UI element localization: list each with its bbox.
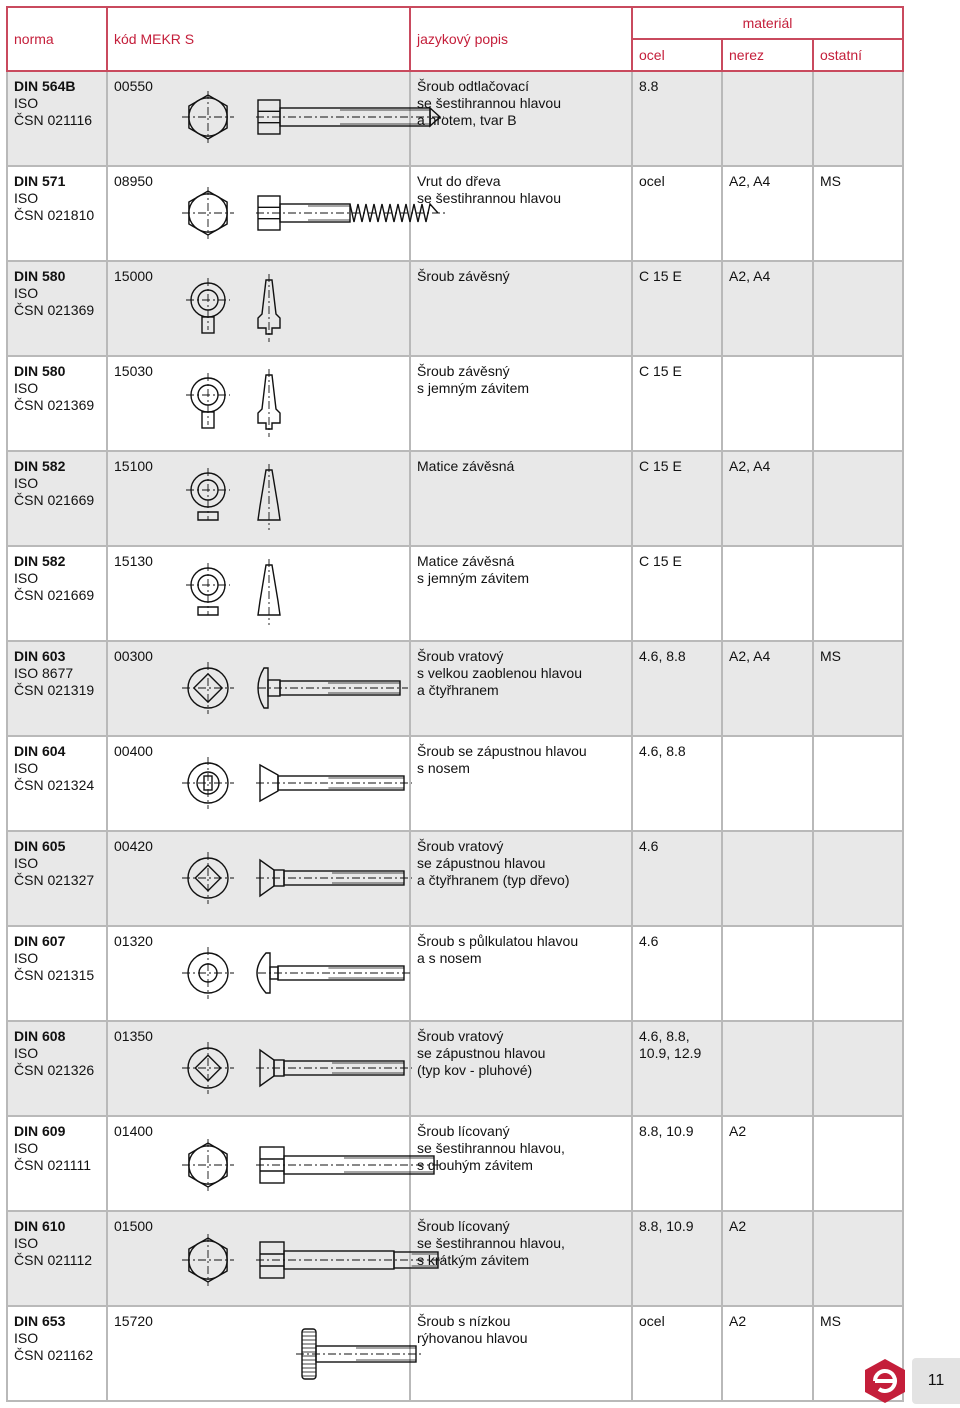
ostatni-cell [813, 1021, 903, 1116]
desc-line: Šroub lícovaný [417, 1218, 510, 1234]
nerez-cell [722, 1021, 813, 1116]
table-row [7, 641, 903, 736]
din-label: DIN 580 [14, 268, 66, 284]
table-row [7, 356, 903, 451]
nerez-cell: A2, A4 [722, 641, 813, 736]
table-row [7, 831, 903, 926]
ostatni-cell [813, 261, 903, 356]
table-row [7, 261, 903, 356]
code-drawing-cell [107, 926, 410, 1021]
header-nerez: nerez [722, 39, 813, 71]
ostatni-cell [813, 1211, 903, 1306]
desc-line: se šestihrannou hlavou [417, 95, 561, 111]
norm-cell [7, 641, 107, 736]
code-drawing-cell [107, 166, 410, 261]
ocel-value: C 15 E [639, 458, 682, 474]
din-label: DIN 580 [14, 363, 66, 379]
table-row [7, 71, 903, 166]
desc-line: se šestihrannou hlavou, [417, 1140, 565, 1156]
iso-label: ISO [14, 855, 39, 871]
iso-label: ISO [14, 1235, 39, 1251]
table-row [7, 1021, 903, 1116]
ocel-value: C 15 E [639, 553, 682, 569]
desc-line: Šroub s půlkulatou hlavou [417, 933, 579, 949]
din-label: DIN 582 [14, 458, 66, 474]
din-label: DIN 607 [14, 933, 66, 949]
header-kod: kód MEKR S [107, 7, 410, 71]
desc-line: a čtyřhranem (typ dřevo) [417, 872, 570, 888]
nerez-cell [722, 356, 813, 451]
ostatni-cell [813, 71, 903, 166]
csn-label: ČSN 021116 [14, 112, 93, 128]
din-label: DIN 582 [14, 553, 66, 569]
ostatni-cell [813, 831, 903, 926]
header-popis: jazykový popis [410, 7, 632, 71]
desc-line: Šroub závěsný [417, 268, 510, 284]
iso-label: ISO 8677 [14, 665, 74, 681]
ostatni-cell [813, 356, 903, 451]
csn-label: ČSN 021319 [14, 682, 95, 698]
ocel-cell [632, 1021, 722, 1116]
table-row [7, 1306, 903, 1401]
header-ostatni: ostatní [813, 39, 903, 71]
ocel-value: 8.8, 10.9 [639, 1123, 694, 1139]
ostatni-cell: MS [813, 1306, 903, 1401]
desc-line: Šroub lícovaný [417, 1123, 510, 1139]
din-label: DIN 571 [14, 173, 66, 189]
desc-line: s krátkým závitem [417, 1252, 530, 1268]
iso-label: ISO [14, 95, 39, 111]
ostatni-cell [813, 1116, 903, 1211]
ocel-value: ocel [639, 1313, 665, 1329]
product-code: 01400 [114, 1123, 153, 1139]
desc-line: Šroub s nízkou [417, 1313, 511, 1329]
desc-line: (typ kov - pluhové) [417, 1062, 533, 1078]
code-drawing-cell [107, 1306, 410, 1401]
norm-cell [7, 71, 107, 166]
norm-cell [7, 1306, 107, 1401]
code-drawing-cell [107, 736, 410, 831]
ocel-cell [632, 926, 722, 1021]
code-drawing-cell [107, 71, 410, 166]
nerez-cell: A2, A4 [722, 451, 813, 546]
desc-line: Šroub se zápustnou hlavou [417, 743, 587, 759]
norm-cell [7, 261, 107, 356]
ocel-value: 4.6, 8.8, [639, 1028, 690, 1044]
ocel-cell [632, 1116, 722, 1211]
ocel-cell [632, 451, 722, 546]
code-drawing-cell [107, 356, 410, 451]
ocel-value: 8.8, 10.9 [639, 1218, 694, 1234]
product-code: 00420 [114, 838, 153, 854]
din-label: DIN 605 [14, 838, 66, 854]
product-code: 15000 [114, 268, 153, 284]
desc-line: Vrut do dřeva [417, 173, 501, 189]
norm-cell [7, 356, 107, 451]
product-code: 01320 [114, 933, 153, 949]
csn-label: ČSN 021324 [14, 777, 95, 793]
norm-cell [7, 1211, 107, 1306]
csn-label: ČSN 021162 [14, 1347, 94, 1363]
product-code: 15030 [114, 363, 153, 379]
product-code: 15130 [114, 553, 153, 569]
ocel-cell [632, 166, 722, 261]
product-code: 15100 [114, 458, 153, 474]
desc-line: Matice závěsná [417, 458, 515, 474]
ocel-value: C 15 E [639, 268, 682, 284]
csn-label: ČSN 021327 [14, 872, 95, 888]
page-number: 11 [912, 1358, 960, 1404]
csn-label: ČSN 021111 [14, 1157, 92, 1173]
product-code: 15720 [114, 1313, 153, 1329]
norm-cell [7, 166, 107, 261]
ostatni-cell [813, 736, 903, 831]
din-label: DIN 603 [14, 648, 66, 664]
norm-cell [7, 831, 107, 926]
header-ocel: ocel [632, 39, 722, 71]
iso-label: ISO [14, 285, 39, 301]
norm-cell [7, 1021, 107, 1116]
iso-label: ISO [14, 1045, 39, 1061]
code-drawing-cell [107, 831, 410, 926]
code-drawing-cell [107, 261, 410, 356]
din-label: DIN 564B [14, 78, 76, 94]
code-drawing-cell [107, 546, 410, 641]
nerez-cell [722, 546, 813, 641]
desc-line: Šroub závěsný [417, 363, 510, 379]
iso-label: ISO [14, 190, 39, 206]
nerez-cell [722, 926, 813, 1021]
code-drawing-cell [107, 451, 410, 546]
desc-line: rýhovanou hlavou [417, 1330, 528, 1346]
ocel-cell [632, 1306, 722, 1401]
desc-line: s dlouhým závitem [417, 1157, 533, 1173]
code-drawing-cell [107, 1211, 410, 1306]
nerez-cell: A2 [722, 1116, 813, 1211]
desc-line: Šroub odtlačovací [417, 78, 530, 94]
desc-line: s velkou zaoblenou hlavou [417, 665, 583, 681]
nerez-cell: A2 [722, 1211, 813, 1306]
ocel-cell [632, 546, 722, 641]
e-logo-icon [862, 1358, 908, 1404]
desc-line: a hrotem, tvar B [417, 112, 517, 128]
din-label: DIN 608 [14, 1028, 66, 1044]
product-code: 01500 [114, 1218, 153, 1234]
nerez-cell [722, 71, 813, 166]
iso-label: ISO [14, 1330, 39, 1346]
desc-line: Šroub vratový [417, 838, 504, 854]
table-row [7, 1116, 903, 1211]
iso-label: ISO [14, 1140, 39, 1156]
csn-label: ČSN 021315 [14, 967, 95, 983]
csn-label: ČSN 021810 [14, 207, 95, 223]
ocel-value: 4.6 [639, 933, 659, 949]
ocel-cell [632, 641, 722, 736]
ostatni-cell [813, 926, 903, 1021]
code-drawing-cell [107, 1116, 410, 1211]
table-row [7, 736, 903, 831]
desc-line: Šroub vratový [417, 648, 504, 664]
ocel-value: 4.6, 8.8 [639, 648, 686, 664]
product-code: 00300 [114, 648, 153, 664]
ostatni-cell: MS [813, 166, 903, 261]
code-drawing-cell [107, 1021, 410, 1116]
nerez-cell: A2, A4 [722, 166, 813, 261]
iso-label: ISO [14, 380, 39, 396]
norm-cell [7, 1116, 107, 1211]
iso-label: ISO [14, 475, 39, 491]
din-label: DIN 604 [14, 743, 66, 759]
desc-line: se šestihrannou hlavou, [417, 1235, 565, 1251]
norm-cell [7, 451, 107, 546]
desc-line: a čtyřhranem [417, 682, 499, 698]
ocel-cell [632, 71, 722, 166]
csn-label: ČSN 021669 [14, 492, 95, 508]
ocel-value: 4.6 [639, 838, 659, 854]
csn-label: ČSN 021112 [14, 1252, 93, 1268]
iso-label: ISO [14, 950, 39, 966]
desc-line: se zápustnou hlavou [417, 855, 546, 871]
product-table [6, 6, 904, 1402]
table-row [7, 546, 903, 641]
desc-line: se šestihrannou hlavou [417, 190, 561, 206]
desc-line: Šroub vratový [417, 1028, 504, 1044]
ocel-value: ocel [639, 173, 665, 189]
desc-line: s nosem [417, 760, 470, 776]
ocel-cell [632, 736, 722, 831]
ocel-cell [632, 1211, 722, 1306]
norm-cell [7, 736, 107, 831]
csn-label: ČSN 021369 [14, 302, 95, 318]
table-row [7, 451, 903, 546]
table-row [7, 166, 903, 261]
product-code: 00550 [114, 78, 153, 94]
nerez-cell: A2, A4 [722, 261, 813, 356]
desc-line: Matice závěsná [417, 553, 515, 569]
ocel-cell [632, 261, 722, 356]
nerez-cell: A2 [722, 1306, 813, 1401]
iso-label: ISO [14, 570, 39, 586]
norm-cell [7, 546, 107, 641]
product-code: 08950 [114, 173, 153, 189]
iso-label: ISO [14, 760, 39, 776]
desc-line: s jemným závitem [417, 380, 530, 396]
norm-cell [7, 926, 107, 1021]
ocel-value: C 15 E [639, 363, 682, 379]
nerez-cell [722, 736, 813, 831]
header-material: materiál [632, 7, 903, 39]
din-label: DIN 609 [14, 1123, 66, 1139]
product-code: 00400 [114, 743, 153, 759]
nerez-cell [722, 831, 813, 926]
desc-line: a s nosem [417, 950, 482, 966]
desc-line: se zápustnou hlavou [417, 1045, 546, 1061]
ostatni-cell: MS [813, 641, 903, 736]
csn-label: ČSN 021326 [14, 1062, 95, 1078]
product-code: 01350 [114, 1028, 153, 1044]
ocel-cell [632, 356, 722, 451]
din-label: DIN 610 [14, 1218, 66, 1234]
din-label: DIN 653 [14, 1313, 66, 1329]
table-row [7, 1211, 903, 1306]
ocel-value: 4.6, 8.8 [639, 743, 686, 759]
code-drawing-cell [107, 641, 410, 736]
csn-label: ČSN 021369 [14, 397, 95, 413]
ocel-value-2: 10.9, 12.9 [639, 1045, 702, 1061]
ocel-value: 8.8 [639, 78, 659, 94]
table-row [7, 926, 903, 1021]
csn-label: ČSN 021669 [14, 587, 95, 603]
header-norma: norma [7, 7, 107, 71]
ocel-cell [632, 831, 722, 926]
ostatni-cell [813, 451, 903, 546]
desc-line: s jemným závitem [417, 570, 530, 586]
ostatni-cell [813, 546, 903, 641]
